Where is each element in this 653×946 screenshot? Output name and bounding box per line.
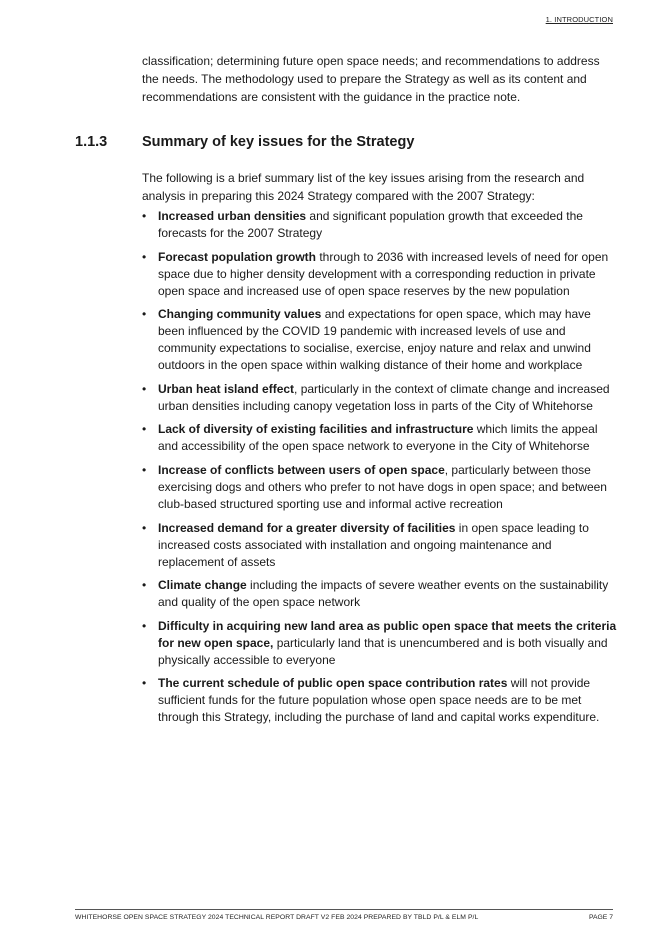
issue-text: through to 2036 with increased levels of need for open space due to higher density development with a corresponding reduction in private open space and increased use of open space reserves by the new population (158, 249, 609, 298)
list-item (142, 577, 618, 611)
issue-text: including the impacts of severe weather events on the sustainability and quality of the open space network (158, 578, 609, 610)
list-item (142, 306, 618, 374)
key-issues-list (142, 208, 618, 733)
bullet-icon: • (142, 249, 147, 264)
issue-text: and expectations for open space, which may have been influenced by the COVID 19 pandemic with increased levels of use and community expectations to socialise, exercise, enjoy nature and relax and unwind outdoors in the open space within walking distance of their home and workplace (158, 307, 591, 373)
footer-divider (75, 909, 613, 910)
bullet-icon: • (142, 618, 147, 633)
footer-document-info: WHITEHORSE OPEN SPACE STRATEGY 2024 TECHNICAL REPORT DRAFT V2 FEB 2024 PREPARED BY TBLD P/L & ELM P/L (75, 914, 479, 921)
issue-text: particularly land that is unencumbered and is both visually and physically accessible to everyone (158, 635, 608, 667)
issue-bold-label: Changing community values (158, 307, 322, 322)
intro-paragraph: classification; determining future open space needs; and recommendations to address the needs. The methodology used to prepare the Strategy as well as its content and recommendations are consistent with the guidance in the practice note. (142, 54, 600, 104)
list-item (142, 462, 618, 513)
issue-bold-label: Difficulty in acquiring new land area as public open space that meets the criteria for new open space, (158, 618, 617, 650)
issue-bold-label: Climate change (158, 578, 247, 593)
issue-bold-label: Forecast population growth (158, 249, 316, 264)
issue-bold-label: The current schedule of public open space contribution rates (158, 676, 508, 691)
issue-bold-label: Increased urban densities (158, 209, 307, 223)
list-item (142, 421, 618, 455)
issue-bold-label: Urban heat island effect (158, 381, 295, 396)
list-item (142, 675, 618, 726)
issue-text: which limits the appeal and accessibility of the open space network to everyone in the City of Whitehorse (158, 422, 598, 454)
list-item (142, 520, 618, 571)
list-item (142, 618, 618, 669)
issue-bold-label: Increased demand for a greater diversity of facilities (158, 520, 456, 535)
bullet-icon: • (142, 462, 147, 477)
issue-text: , particularly in the context of climate change and increased urban densities including canopy vegetation loss in parts of the City of Whitehorse (158, 381, 610, 413)
bullet-icon: • (142, 520, 147, 535)
bullet-icon: • (142, 307, 147, 322)
issue-text: will not provide sufficient funds for the future population whose open space needs are to be met through this Strategy, including the purchase of land and capital works expenditure. (158, 676, 600, 725)
section-title: Summary of key issues for the Strategy (142, 134, 415, 150)
list-item (142, 381, 618, 415)
bullet-icon: • (142, 422, 147, 437)
bullet-icon: • (142, 209, 147, 223)
bullet-icon: • (142, 381, 147, 396)
issue-bold-label: Increase of conflicts between users of open space (158, 462, 445, 477)
page-number: PAGE 7 (588, 914, 613, 921)
issue-text: in open space leading to increased costs associated with installation and ongoing maintenance and replacement of assets (158, 520, 589, 569)
running-header: 1. INTRODUCTION (545, 15, 613, 24)
issue-text: and significant population growth that exceeded the forecasts for the 2007 Strategy (158, 209, 583, 240)
issue-text: , particularly between those exercising dogs and others who prefer to not have dogs in open space; and between club-based structured sporting use and informal active recreation (158, 462, 607, 511)
list-item (142, 249, 618, 300)
issue-bold-label: Lack of diversity of existing facilities and infrastructure (158, 422, 474, 437)
list-item (142, 208, 618, 242)
bullet-icon: • (142, 578, 147, 593)
section-number: 1.1.3 (75, 134, 108, 150)
lead-paragraph: The following is a brief summary list of the key issues arising from the research and analysis in preparing this 2024 Strategy compared with the 2007 Strategy: (142, 171, 585, 203)
bullet-icon: • (142, 676, 147, 691)
